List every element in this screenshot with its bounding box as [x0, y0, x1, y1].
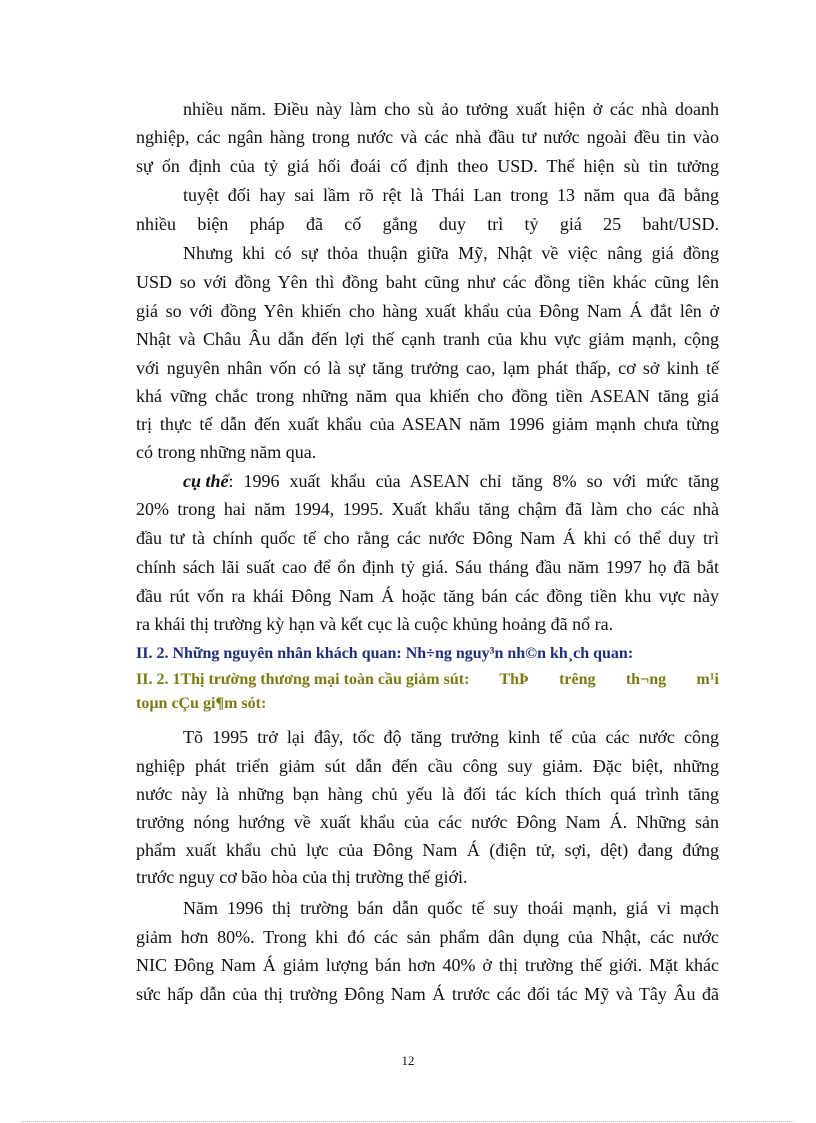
text-line: với nguyên nhân vốn có là sự tăng trưởng cao, lạm phát thấp, cơ sở kinh tế: [136, 358, 719, 378]
text-line: NIC Đông Nam Á giảm lượng bán hơn 40% ở thị trường thế giới. Mặt khác: [136, 955, 719, 975]
text-line: 20% trong hai năm 1994, 1995. Xuất khẩu tăng chậm đã làm cho các nhà: [136, 499, 719, 519]
text-line: chính sách lãi suất cao để ổn định tỷ giá. Sáu tháng đầu năm 1997 họ đã bắt: [136, 557, 719, 577]
text-line: Nhưng khi có sự thỏa thuận giữa Mỹ, Nhật về việc nâng giá đồng: [183, 243, 719, 263]
text-line: sức hấp dẫn của thị trường Đông Nam Á trước các đối tác Mỹ và Tây Âu đã: [136, 984, 719, 1004]
text-line: nghiệp phát triển giảm sút dẫn đến cầu công suy giảm. Đặc biệt, những: [136, 756, 719, 776]
page-number: 12: [401, 1053, 415, 1068]
subsection-heading: [136, 669, 719, 691]
text-line: sự ổn định của tỷ giá hối đoái cố định theo USD. Thể hiện sù tin tưởng: [136, 156, 719, 176]
text-line: USD so với đồng Yên thì đồng baht cũng như các đồng tiền khác cũng lên: [136, 272, 719, 292]
text-line: nhiều biện pháp đã cố gắng duy trì tỷ giá 25 baht/USD.: [136, 214, 719, 234]
text-line: đầu rút vốn ra khái Đông Nam Á hoặc tăng bán các đồng tiền khu vực này: [136, 586, 719, 606]
section-heading: II. 2. Những nguyên nhân khách quan: Nh÷ng nguy³n nh©n kh¸ch quan:: [136, 645, 634, 662]
text-line: giá so với đồng Yên khiến cho hàng xuất khẩu của Đông Nam Á đắt lên ở: [136, 301, 719, 321]
subsection-heading-garbled: ThÞ trêng th¬ng m¹i: [499, 671, 719, 688]
text-line: có trong những năm qua.: [136, 442, 317, 462]
text-line: trị thực tế dẫn đến xuất khẩu của ASEAN năm 1996 giảm mạnh chưa từng: [136, 414, 719, 434]
text-line: phẩm xuất khẩu chủ lực của Đông Nam Á (điện tử, sợi, dệt) đang đứng: [136, 840, 719, 860]
lead-word-cu-the: cụ thể: [183, 471, 229, 491]
text-line-rest: : 1996 xuất khẩu của ASEAN chỉ tăng 8% so với mức tăng: [228, 471, 719, 491]
text-line: nghiệp, các ngân hàng trong nước và các nhà đầu tư nước ngoài đều tin vào: [136, 127, 719, 147]
text-line: đầu tư tà chính quốc tế cho rằng các nước Đông Nam Á khi có thể duy trì: [136, 528, 719, 548]
text-line: giảm hơn 80%. Trong khi đó các sản phẩm dân dụng của Nhật, các nước: [136, 927, 719, 947]
text-line: nhiều năm. Điều này làm cho sù ảo tưởng xuất hiện ở các nhà doanh: [183, 99, 719, 119]
text-line: khá vững chắc trong những năm qua khiến cho đồng tiền ASEAN tăng giá: [136, 386, 719, 406]
text-line: nước này là những bạn hàng chủ yếu là đối tác kích thích quá trình tăng: [136, 784, 719, 804]
text-line: ra khái thị trường kỳ hạn và kết cục là cuộc khủng hoảng đã nổ ra.: [136, 614, 614, 634]
text-line-cu-the: [183, 470, 719, 492]
text-line: Nhật và Châu Âu dẫn đến lợi thế cạnh tranh của khu vực giảm mạnh, cộng: [136, 329, 719, 349]
text-line: Tõ 1995 trở lại đây, tốc độ tăng trưởng kinh tế của các nước công: [183, 727, 719, 747]
text-line: Năm 1996 thị trường bán dẫn quốc tế suy thoái mạnh, giá vi mạch: [183, 898, 719, 918]
text-line: trưởng nóng hướng về xuất khẩu của các nước Đông Nam Á. Những sản: [136, 812, 719, 832]
subsection-heading-title: II. 2. 1Thị trường thương mại toàn cầu giảm sút:: [136, 671, 470, 688]
text-line: trước nguy cơ bão hòa của thị trường thế giới.: [136, 867, 468, 887]
text-line: tuyệt đối hay sai lầm rõ rệt là Thái Lan trong 13 năm qua đã bằng: [183, 185, 719, 205]
page-bottom-rule: [22, 1121, 794, 1122]
subsection-heading-continuation: toµn cÇu gi¶m sót:: [136, 695, 267, 712]
